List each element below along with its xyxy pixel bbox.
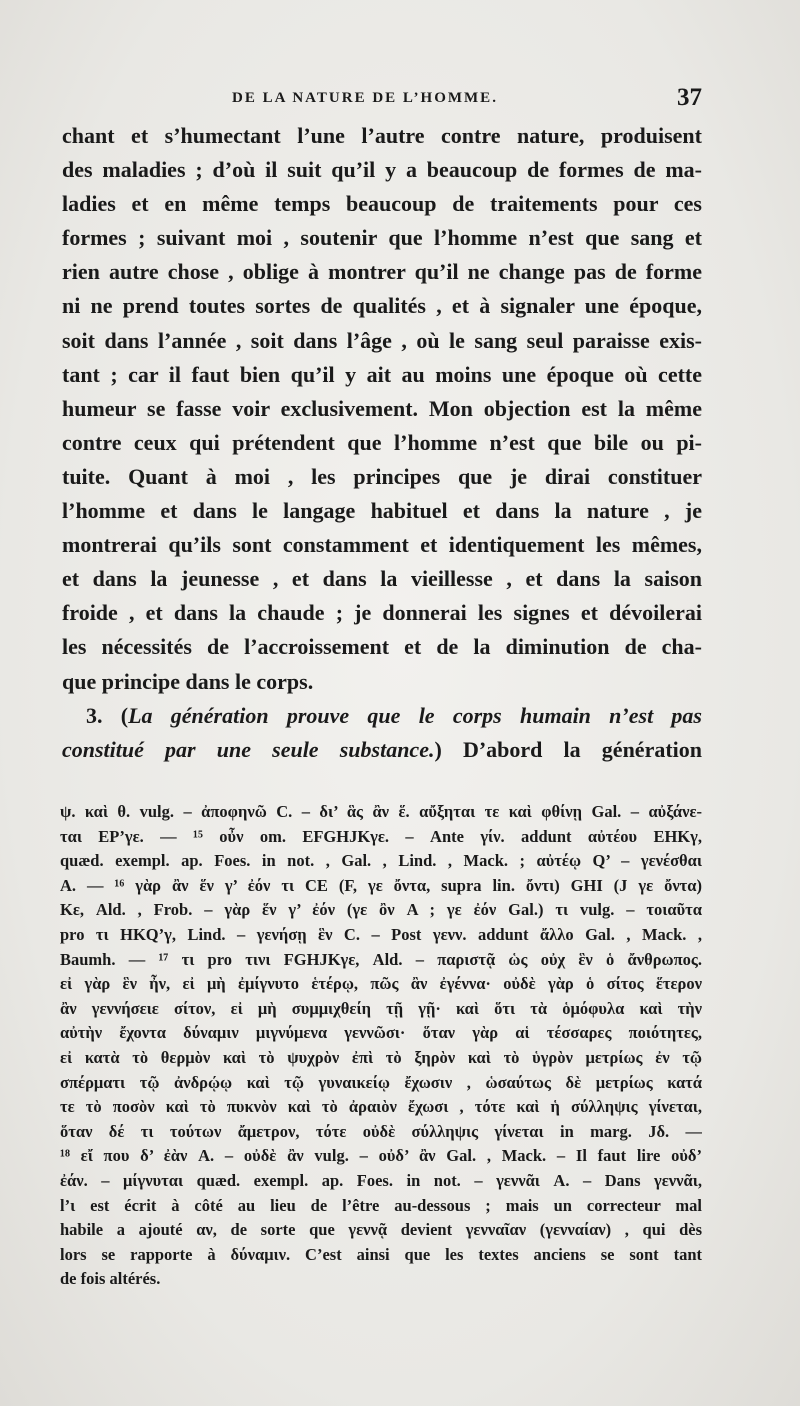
note-line: ἐάν. – μίγνυται quæd. exempl. ap. Foes. in not. – γεννᾶι A. – Dans γεννᾶι, [60,1170,702,1190]
text-line: ni ne prend toutes sortes de qualités , et à signaler une époque, [62,293,702,319]
text-line: que principe dans le corps. [62,668,314,694]
note-line: lors se rapporte à δύναμιν. C’est ainsi que les textes anciens se sont tant [60,1244,702,1264]
main-text [62,119,702,767]
note-line: σπέρματι τῷ ἀνδρῴῳ καὶ τῷ γυναικείῳ ἔχωσιν , ὡσαύτως δὲ μετρίως κατά [60,1072,702,1092]
text-line: tant ; car il faut bien qu’il y ait au moins une époque où cette [62,361,702,387]
note-line: τε τὸ ποσὸν καὶ τὸ πυκνὸν καὶ τὸ ἀραιὸν ἔχωσι , τότε καὶ ἡ σύλληψις γίνεται, [60,1097,702,1117]
note-line: αὐτὴν ἔχοντα δύναμιν μιγνύμενα γεννῶσι· ὅταν γὰρ αἱ τέσσαρες ποιότητες, [60,1023,702,1043]
text-line: montrerai qu’ils sont constamment et identiquement les mêmes, [62,532,702,558]
text-line: formes ; suivant moi , soutenir que l’homme n’est que sang et [62,225,702,251]
note-line: A. — ¹⁶ γὰρ ἂν ἕν γ’ ἐόν τι CE (F, γε ὄντα, supra lin. ὄντι) GHI (J γε ὄντα) [60,875,702,895]
page-number: 37 [677,84,702,111]
note-line: Kε, Ald. , Frob. – γὰρ ἕν γ’ ἐόν (γε ὂν A ; γε ἐόν Gal.) τι vulg. – τοιαῦτα [60,900,702,920]
text-line: contre ceux qui prétendent que l’homme n’est que bile ou pi- [62,429,702,455]
section-title-part1: La génération prouve que le corps humain n’est pas [128,702,702,728]
note-line: ¹⁸ εἴ που δ’ ἐὰν A. – οὐδὲ ἂν vulg. – οὐδ’ ἂν Gal. , Mack. – Il faut lire οὐδ’ [60,1146,702,1166]
open-paren: ( [120,702,129,728]
text-line: froide , et dans la chaude ; je donnerai les signes et dévoilerai [62,600,702,626]
note-line: habile a ajouté αν, de sorte que γεννᾷ devient γενναῖαν (γενναίαν) , qui dès [60,1220,702,1240]
note-line: εἰ γὰρ ἓν ἦν, εἰ μὴ ἐμίγνυτο ἑτέρῳ, πῶς ἂν ἐγέννα· οὐδὲ γὰρ ὁ σίτος ἕτερον [60,974,702,994]
close-paren: ) [434,736,442,762]
note-line: ται EP’γε. — ¹⁵ οὖν om. EFGHJKγε. – Ante γίν. addunt αὐτέου EHKγ, [60,826,702,846]
note-line: εἰ κατὰ τὸ θερμὸν καὶ τὸ ψυχρὸν ἐπὶ τὸ ξηρὸν καὶ τὸ ὑγρὸν μετρίως ἐν τῷ [60,1047,702,1067]
text-line: chant et s’humectant l’une l’autre contre nature, produisent [62,123,702,148]
note-line: pro τι HKQ’γ, Lind. – γενήσῃ ἓν C. – Post γενν. addunt ἄλλο Gal. , Mack. , [60,924,702,944]
page-header [62,86,702,118]
text-line: humeur se fasse voir exclusivement. Mon objection est la même [62,395,702,421]
text-line: des maladies ; d’où il suit qu’il y a beaucoup de formes de ma- [62,157,702,183]
text-line: rien autre chose , oblige à montrer qu’il ne change pas de forme [62,259,702,285]
note-line: Baumh. — ¹⁷ τι pro τινι FGHJKγε, Ald. – παριστᾷ ὡς οὐχ ἓν ὁ ἄνθρωπος. [60,949,702,969]
text-line: les nécessités de l’accroissement et de la diminution de cha- [62,634,702,660]
note-line: de fois altérés. [60,1269,161,1289]
text-line: et dans la jeunesse , et dans la vieillesse , et dans la saison [62,566,702,592]
critical-apparatus [60,800,702,1292]
running-title: DE LA NATURE DE L’HOMME. [232,90,498,106]
note-line: l’ι est écrit à côté au lieu de l’être au-dessous ; mais un correcteur mal [60,1195,702,1215]
note-line: quæd. exempl. ap. Foes. in not. , Gal. , Lind. , Mack. ; αὐτέῳ Q’ – γενέσθαι [60,851,702,871]
section-title-part2: constitué par une seule substance. [62,736,435,762]
note-line: ὅταν δέ τι τούτων ἄμετρον, τότε οὐδὲ σύλληψις γίνεται in marg. Jδ. — [60,1121,702,1141]
note-line: ἂν γεννήσειε σίτον, εἰ μὴ συμμιχθείη τῇ γῇ· καὶ ὅτι τὰ ὁμόφυλα καὶ τὴν [60,998,702,1018]
section-heading-line-2 [62,733,702,767]
section-text-start: D’abord la génération [441,736,703,762]
text-line: ladies et en même temps beaucoup de traitements pour ces [62,191,702,217]
note-line: ψ. καὶ θ. vulg. – ἀποφηνῶ C. – δι’ ἃς ἂν ἕ. αὔξηται τε καὶ φθίνῃ Gal. – αὐξάνε- [60,802,702,821]
text-line: soit dans l’année , soit dans l’âge , où le sang seul paraisse exis- [62,327,702,353]
section-number: 3. [86,702,103,728]
section-heading-line [62,699,702,733]
text-line: l’homme et dans le langage habituel et dans la nature , je [62,498,702,524]
text-line: tuite. Quant à moi , les principes que je dirai constituer [62,463,702,489]
